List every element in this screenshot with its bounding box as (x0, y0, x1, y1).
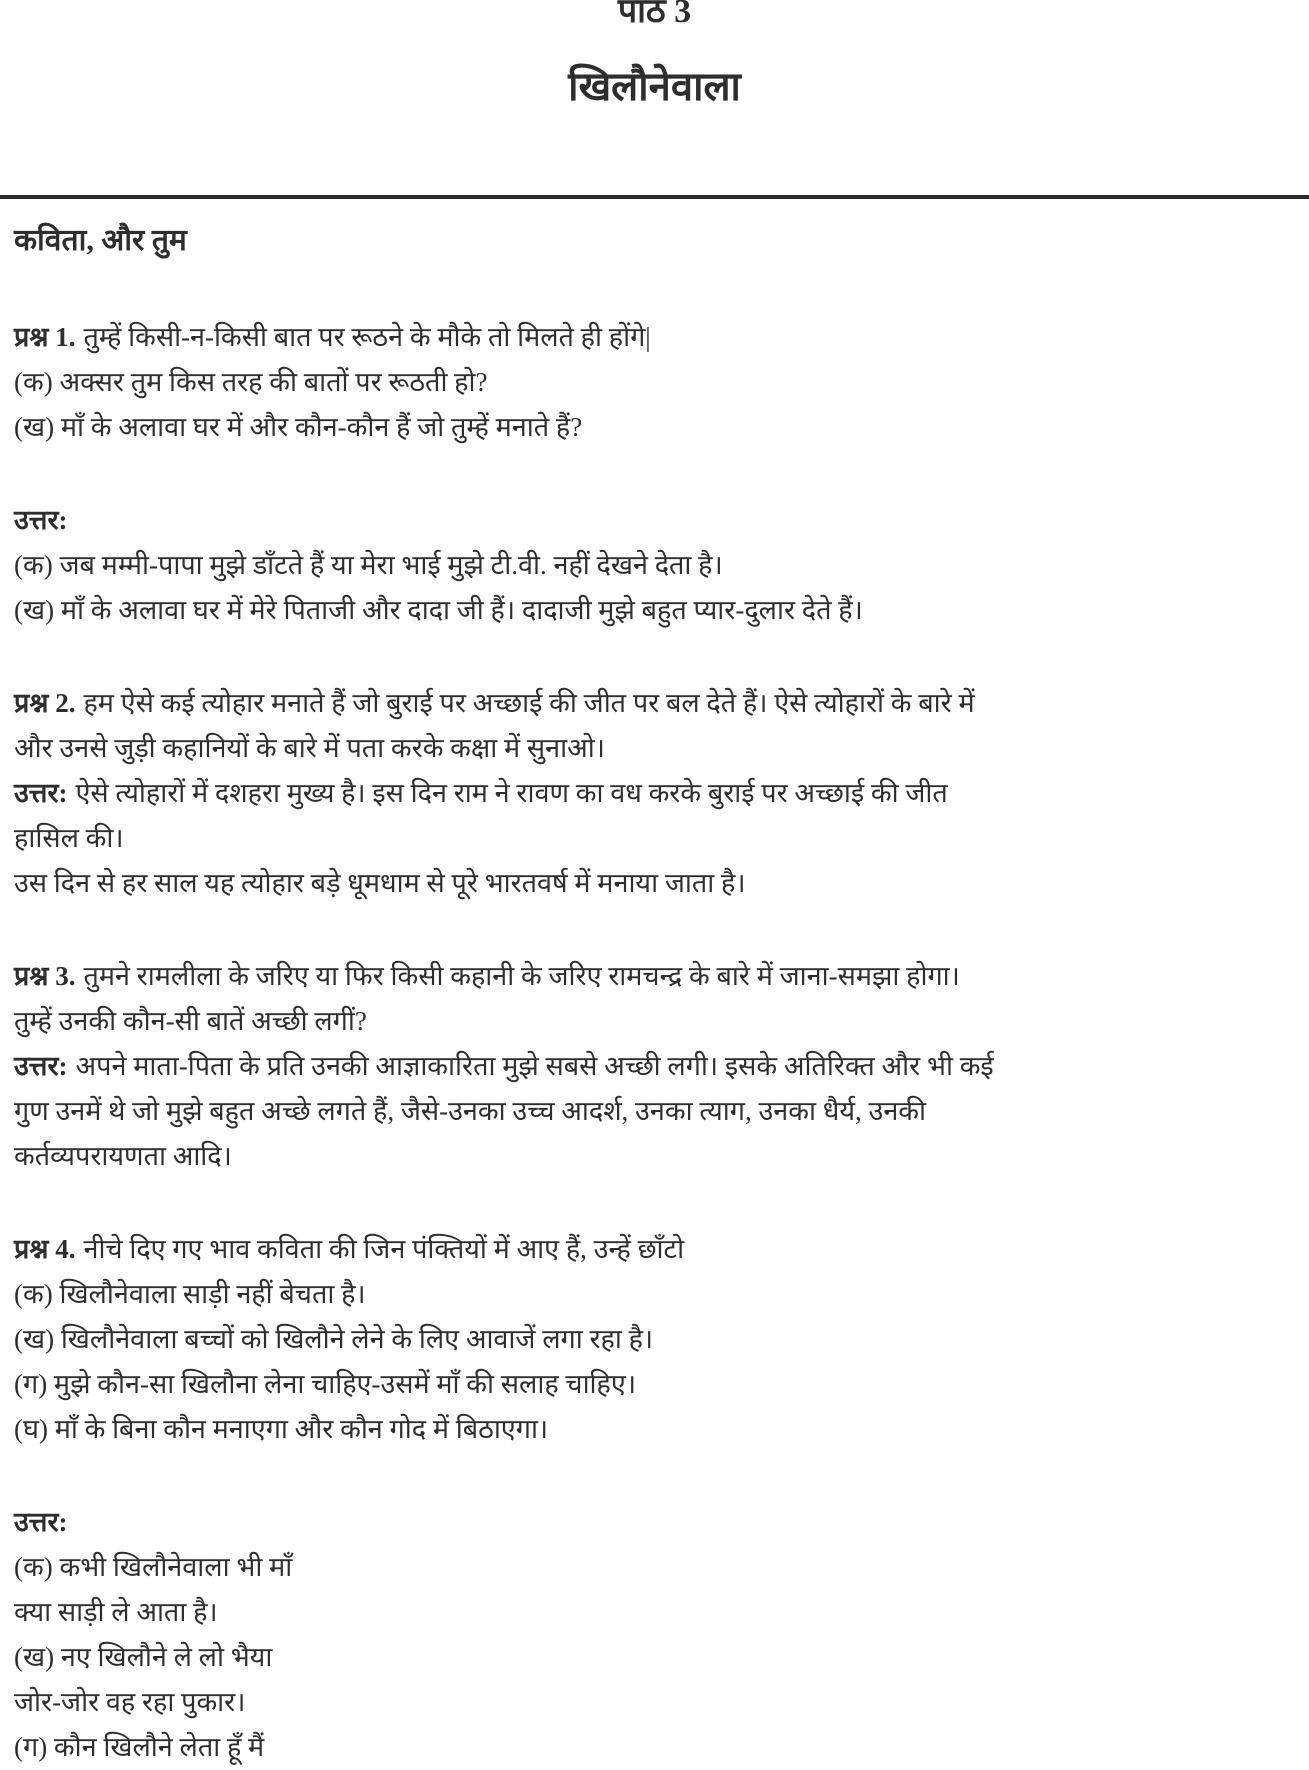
answer-2-line-2-text: हासिल की। (14, 822, 124, 853)
question-4-option-c-text: (ग) मुझे कौन-सा खिलौना लेना चाहिए-उसमें माँ की सलाह चाहिए। (14, 1368, 637, 1399)
page-title: खिलौनेवाला (568, 63, 741, 109)
answer-4-line-4-text: जोर-जोर वह रहा पुकार। (14, 1686, 246, 1717)
answer-4-line-1 (14, 1545, 1283, 1590)
question-2-label: प्रश्न 2. (14, 687, 76, 718)
question-2-line-2-text: और उनसे जुड़ी कहानियों के बारे में पता करके कक्षा में सुनाओ। (14, 732, 606, 763)
answer-4-line-2 (14, 1590, 1283, 1635)
answer-3-line-1-text: अपने माता-पिता के प्रति उनकी आज्ञाकारिता मुझे सबसे अच्छी लगी। इसके अतिरिक्त और भी कई (75, 1050, 994, 1081)
answer-3-line-1 (14, 1044, 1283, 1089)
question-4-option-c (14, 1362, 1283, 1407)
question-4-option-d-text: (घ) माँ के बिना कौन मनाएगा और कौन गोद में बिठाएगा। (14, 1413, 549, 1444)
question-2-line-1-text: हम ऐसे कई त्योहार मनाते हैं जो बुराई पर अच्छाई की जीत पर बल देते हैं। ऐसे त्योहारों के बारे में (83, 687, 975, 718)
chapter-number: पाठ 3 (617, 0, 692, 30)
answer-2-line-3-text: उस दिन से हर साल यह त्योहार बड़े धूमधाम से पूरे भारतवर्ष में मनाया जाता है। (14, 867, 746, 898)
question-1-option-b-text: (ख) माँ के अलावा घर में और कौन-कौन हैं जो तुम्हें मनाते हैं? (14, 411, 583, 442)
answer-2-line-2 (14, 816, 1283, 861)
document-header (0, 0, 1309, 111)
answer-1-part-a-text: (क) जब मम्मी-पापा मुझे डाँटते हैं या मेरा भाई मुझे टी.वी. नहीं देखने देता है। (14, 549, 723, 580)
question-4-option-b-text: (ख) खिलौनेवाला बच्चों को खिलौने लेने के लिए आवाजें लगा रहा है। (14, 1323, 654, 1354)
question-1-option-b (14, 405, 1283, 450)
answer-4-line-4 (14, 1680, 1283, 1725)
answer-4-line-5 (14, 1725, 1283, 1770)
answer-3-line-2 (14, 1089, 1283, 1134)
answer-2-line-1 (14, 771, 1283, 816)
question-4 (14, 1227, 1283, 1272)
question-3-line-2 (14, 999, 1283, 1044)
answer-2-line-1-text: ऐसे त्योहारों में दशहरा मुख्य है। इस दिन राम ने रावण का वध करके बुराई पर अच्छाई की जीत (75, 777, 948, 808)
answer-1-part-b-text: (ख) माँ के अलावा घर में मेरे पिताजी और दादा जी हैं। दादाजी मुझे बहुत प्यार-दुलार देते हैं। (14, 594, 863, 625)
answer-3-heading-label: उत्तर: (14, 1050, 68, 1081)
answer-3-line-3-text: कर्तव्यपरायणता आदि। (14, 1140, 232, 1171)
question-4-label: प्रश्न 4. (14, 1233, 76, 1264)
question-4-option-a-text: (क) खिलौनेवाला साड़ी नहीं बेचता है। (14, 1278, 366, 1309)
question-1-text: तुम्हें किसी-न-किसी बात पर रूठने के मौके तो मिलते ही होंगे| (83, 321, 651, 352)
answer-4-heading-label: उत्तर: (14, 1506, 68, 1537)
question-4-option-d (14, 1407, 1283, 1452)
question-3-line-2-text: तुम्हें उनकी कौन-सी बातें अच्छी लगीं? (14, 1005, 367, 1036)
answer-2-heading-label: उत्तर: (14, 777, 68, 808)
answer-4-line-5-text: (ग) कौन खिलौने लेता हूँ मैं (14, 1731, 265, 1762)
question-2-line-2 (14, 726, 1283, 771)
answer-2-line-3 (14, 861, 1283, 906)
answer-3-line-2-text: गुण उनमें थे जो मुझे बहुत अच्छे लगते हैं, जैसे-उनका उच्च आदर्श, उनका त्याग, उनका धैर्य, उनकी (14, 1095, 927, 1126)
question-1-option-a-text: (क) अक्सर तुम किस तरह की बातों पर रूठती हो? (14, 366, 488, 397)
question-4-option-b (14, 1317, 1283, 1362)
answer-1-heading-label: उत्तर: (14, 504, 68, 535)
question-4-option-a (14, 1272, 1283, 1317)
answer-1-part-b (14, 588, 1283, 633)
answer-4-line-3-text: (ख) नए खिलौने ले लो भैया (14, 1641, 273, 1672)
question-2-line-1 (14, 681, 1283, 726)
document-content (0, 221, 1309, 1770)
answer-4-heading (14, 1500, 1283, 1545)
question-3-line-1-text: तुमने रामलीला के जरिए या फिर किसी कहानी के जरिए रामचन्द्र के बारे में जाना-समझा होगा। (83, 960, 960, 991)
horizontal-divider (0, 195, 1309, 199)
question-3-label: प्रश्न 3. (14, 960, 76, 991)
answer-1-part-a (14, 543, 1283, 588)
section-heading: कविता, और तुम (14, 223, 187, 257)
question-1 (14, 315, 1283, 360)
question-3-line-1 (14, 954, 1283, 999)
answer-4-line-1-text: (क) कभी खिलौनेवाला भी माँ (14, 1551, 293, 1582)
answer-1-heading (14, 498, 1283, 543)
question-4-text: नीचे दिए गए भाव कविता की जिन पंक्तियों में आए हैं, उन्हें छाँटो (83, 1233, 685, 1264)
answer-4-line-3 (14, 1635, 1283, 1680)
answer-4-line-2-text: क्या साड़ी ले आता है। (14, 1596, 218, 1627)
question-1-option-a (14, 360, 1283, 405)
answer-3-line-3 (14, 1134, 1283, 1179)
question-1-label: प्रश्न 1. (14, 321, 76, 352)
